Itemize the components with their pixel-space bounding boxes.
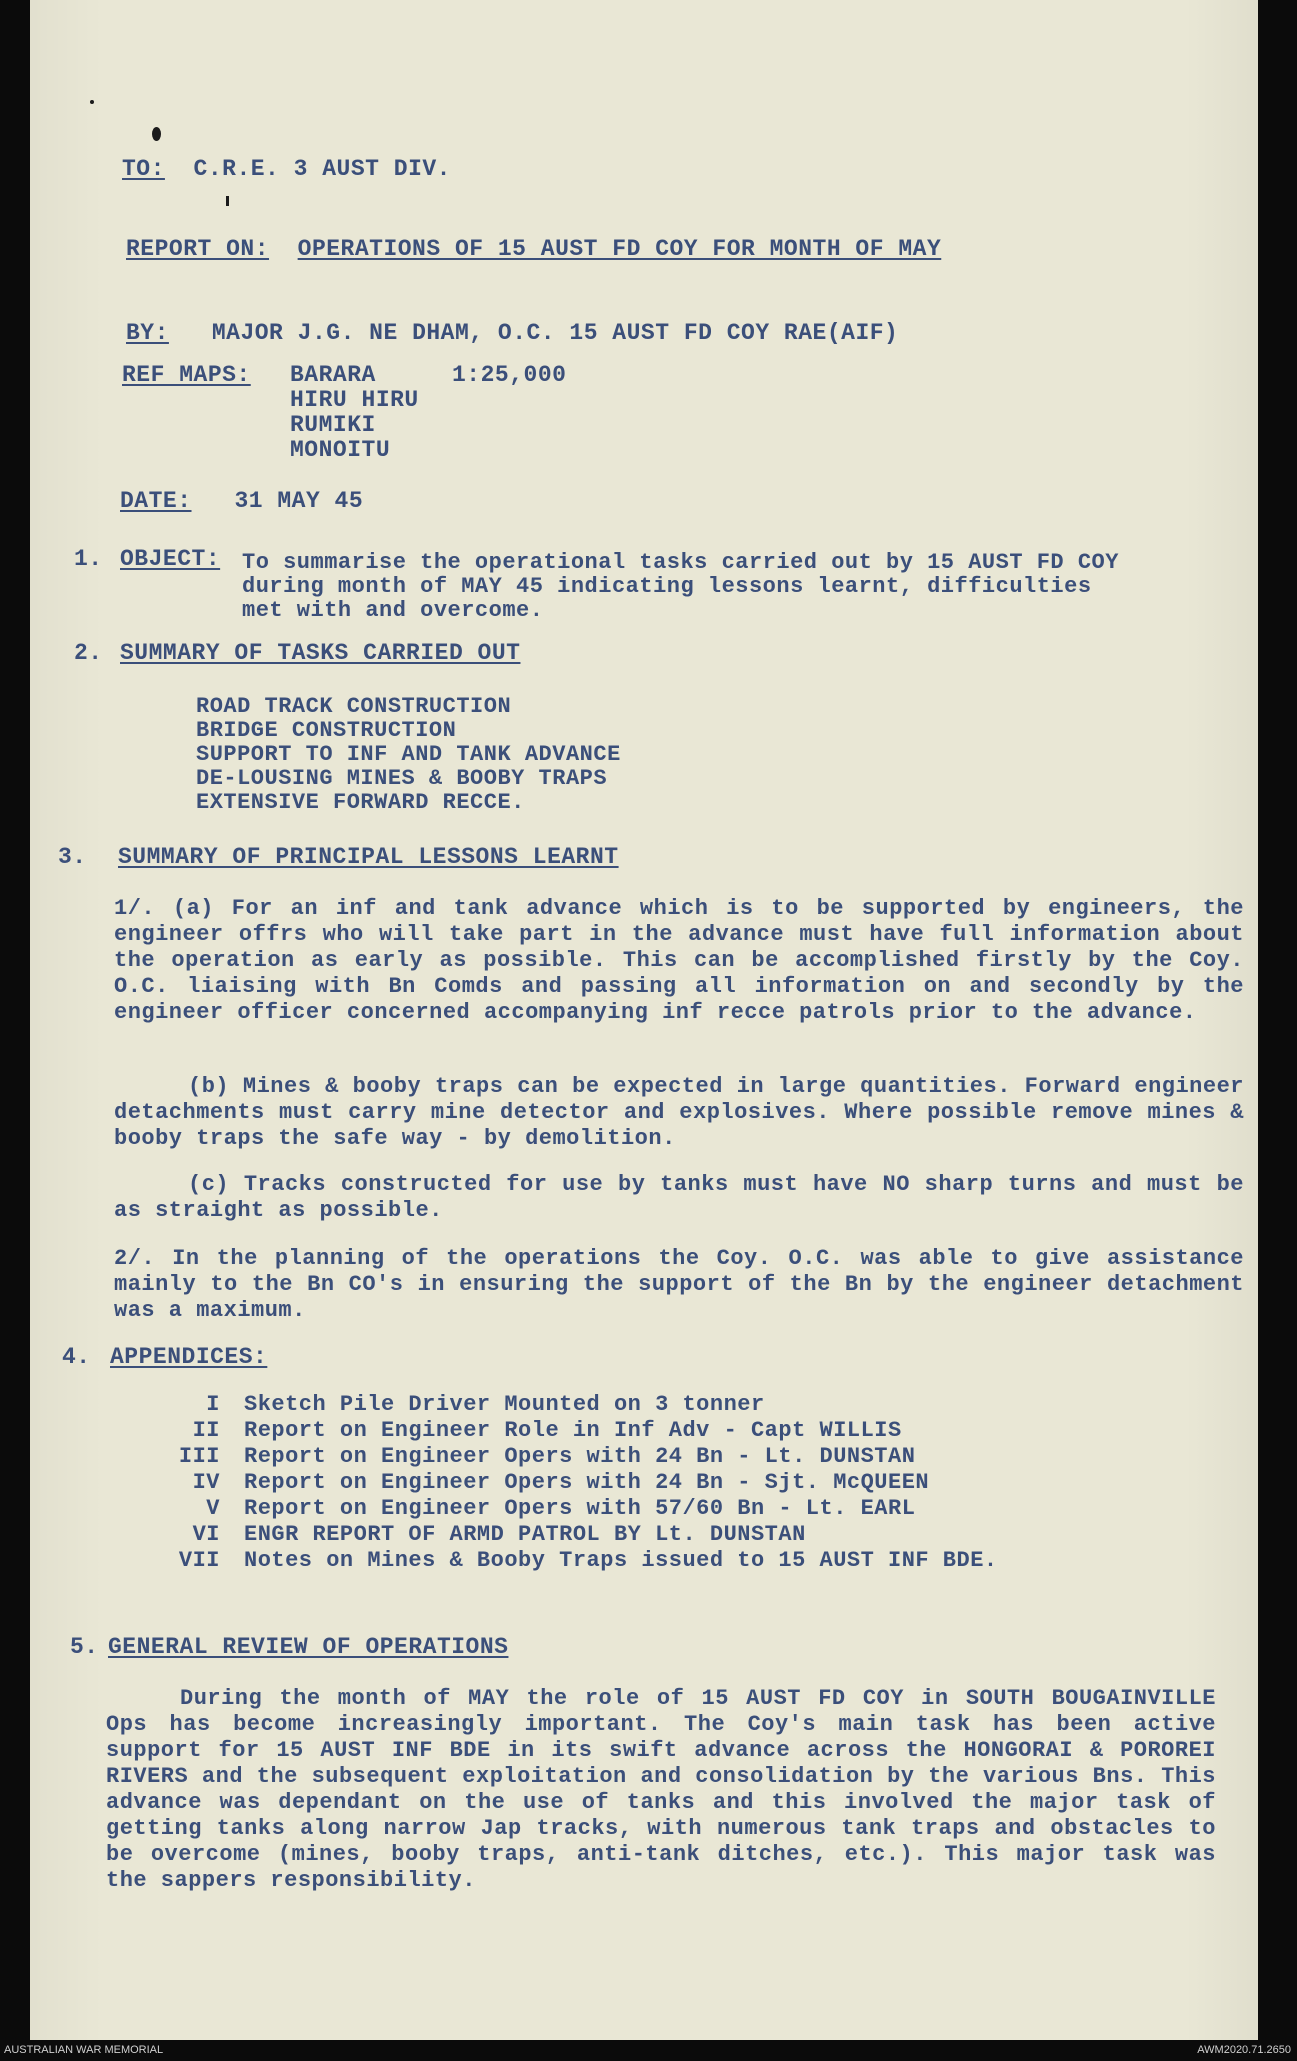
ref-maps-label: REF MAPS: bbox=[122, 362, 251, 388]
lesson-paragraph-c: (c) Tracks constructed for use by tanks must have NO sharp turns and must be as straight as possible. bbox=[114, 1172, 1244, 1223]
appendix-number: VII bbox=[178, 1548, 220, 1573]
object-text-line: met with and overcome. bbox=[242, 598, 544, 623]
appendix-text: Report on Engineer Role in Inf Adv - Capt WILLIS bbox=[244, 1418, 902, 1443]
task-item: SUPPORT TO INF AND TANK ADVANCE bbox=[196, 742, 621, 767]
to-line bbox=[122, 156, 451, 182]
footer-accession-number: AWM2020.71.2650 bbox=[1197, 2044, 1291, 2056]
date-value: 31 MAY 45 bbox=[234, 488, 364, 514]
section-number: 4. bbox=[62, 1344, 91, 1370]
appendix-number: V bbox=[206, 1496, 220, 1521]
appendix-number: II bbox=[192, 1418, 220, 1443]
to-label: TO: bbox=[122, 156, 165, 182]
map-name: HIRU HIRU bbox=[290, 387, 419, 413]
ink-speck bbox=[90, 100, 94, 104]
ink-speck bbox=[226, 196, 229, 206]
date-line bbox=[120, 488, 363, 514]
lesson-paragraph-2: 2/. In the planning of the operations the Coy. O.C. was able to give assistance mainly to the Bn CO's in ensuring the support of the Bn by the engineer detachment was a maximum. bbox=[114, 1246, 1244, 1323]
section-number: 3. bbox=[58, 844, 87, 870]
appendix-number: I bbox=[206, 1392, 220, 1417]
task-item: ROAD TRACK CONSTRUCTION bbox=[196, 694, 512, 719]
section-number: 1. bbox=[74, 546, 103, 572]
date-label: DATE: bbox=[120, 488, 192, 514]
lesson-paragraph-b: (b) Mines & booby traps can be expected in large quantities. Forward engineer detachments must carry mine detector and explosives. Where possible remove mines & booby traps the safe way - by demolition. bbox=[114, 1074, 1244, 1151]
section-title: SUMMARY OF PRINCIPAL LESSONS LEARNT bbox=[118, 844, 619, 870]
task-item: BRIDGE CONSTRUCTION bbox=[196, 718, 457, 743]
to-value: C.R.E. 3 AUST DIV. bbox=[193, 156, 451, 182]
report-label: REPORT ON: bbox=[126, 236, 270, 262]
ink-speck bbox=[152, 127, 161, 141]
by-value: MAJOR J.G. NE DHAM, O.C. 15 AUST FD COY RAE(AIF) bbox=[211, 320, 899, 346]
by-line bbox=[126, 320, 898, 346]
section-title: GENERAL REVIEW OF OPERATIONS bbox=[108, 1634, 509, 1660]
appendix-number: III bbox=[178, 1444, 220, 1469]
section-title: SUMMARY OF TASKS CARRIED OUT bbox=[120, 640, 521, 666]
appendix-text: ENGR REPORT OF ARMD PATROL BY Lt. DUNSTAN bbox=[244, 1522, 806, 1547]
appendix-text: Report on Engineer Opers with 24 Bn - Lt. DUNSTAN bbox=[244, 1444, 916, 1469]
appendix-text: Notes on Mines & Booby Traps issued to 15 AUST INF BDE. bbox=[244, 1548, 998, 1573]
section-title: APPENDICES: bbox=[110, 1344, 268, 1370]
object-text-line: To summarise the operational tasks carried out by 15 AUST FD COY bbox=[242, 550, 1119, 575]
by-label: BY: bbox=[126, 320, 169, 346]
review-paragraph: During the month of MAY the role of 15 AUST FD COY in SOUTH BOUGAINVILLE Ops has become increasingly important. The Coy's main task has been active support for 15 AUST INF BDE in its swift advance across the HONGORAI & POROREI RIVERS and the subsequent exploitation and consolidation by the various Bns. This advance was dependant on the use of tanks and this involved the major task of getting tanks along narrow Jap tracks, with numerous tank traps and obstacles to be overcome (mines, booby traps, anti-tank ditches, etc.). This major task was the sappers responsibility. bbox=[106, 1686, 1216, 1893]
map-scale: 1:25,000 bbox=[452, 362, 567, 388]
object-text-line: during month of MAY 45 indicating lessons learnt, difficulties bbox=[242, 574, 1092, 599]
section-number: 5. bbox=[70, 1634, 99, 1660]
task-item: DE-LOUSING MINES & BOOBY TRAPS bbox=[196, 766, 608, 791]
lesson-paragraph-a: 1/. (a) For an inf and tank advance which is to be supported by engineers, the engineer offrs who will take part in the advance must have full information about the operation as early as possible. This can be accomplished firstly by the Coy. O.C. liaising with Bn Comds and passing all information on and secondly by the engineer officer concerned accompanying inf recce patrols prior to the advance. bbox=[114, 896, 1244, 1025]
appendix-number: IV bbox=[192, 1470, 220, 1495]
map-name: BARARA bbox=[290, 362, 376, 388]
footer-archive-name: AUSTRALIAN WAR MEMORIAL bbox=[4, 2044, 164, 2056]
report-value: OPERATIONS OF 15 AUST FD COY FOR MONTH OF MAY bbox=[297, 236, 942, 262]
appendix-text: Sketch Pile Driver Mounted on 3 tonner bbox=[244, 1392, 765, 1417]
map-name: RUMIKI bbox=[290, 412, 376, 438]
appendix-text: Report on Engineer Opers with 24 Bn - Sjt. McQUEEN bbox=[244, 1470, 930, 1495]
object-label: OBJECT: bbox=[120, 546, 221, 572]
appendix-text: Report on Engineer Opers with 57/60 Bn - Lt. EARL bbox=[244, 1496, 916, 1521]
report-line bbox=[126, 236, 941, 262]
appendix-number: VI bbox=[192, 1522, 220, 1547]
section-number: 2. bbox=[74, 640, 103, 666]
map-name: MONOITU bbox=[290, 437, 391, 463]
task-item: EXTENSIVE FORWARD RECCE. bbox=[196, 790, 525, 815]
document-page bbox=[30, 0, 1258, 2040]
